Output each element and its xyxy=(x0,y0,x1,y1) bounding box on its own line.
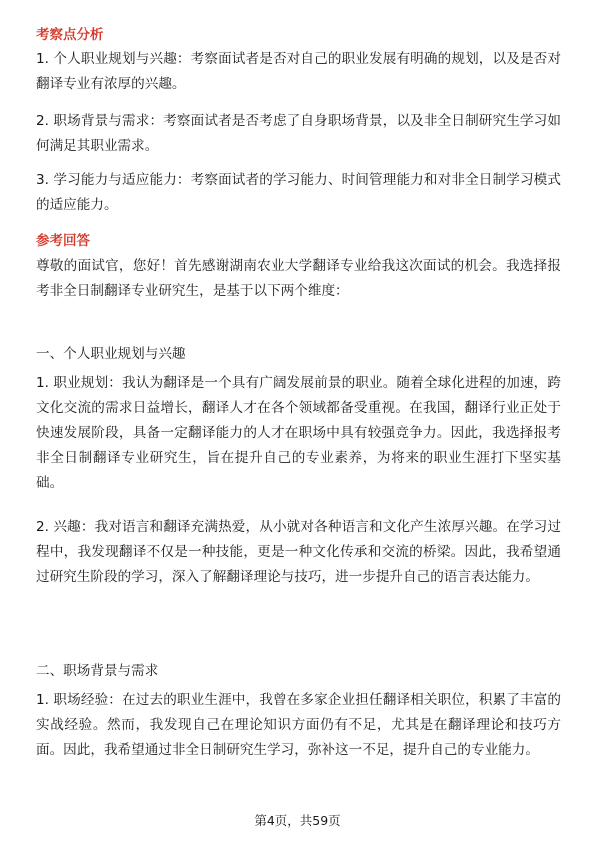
analysis-item-2 xyxy=(36,109,561,159)
section-1-title xyxy=(36,342,561,367)
answer-intro xyxy=(36,254,561,304)
section-1-item-2 xyxy=(36,515,561,590)
section-2-item-1-text: 1. 职场经验：在过去的职业生涯中，我曾在多家企业担任翻译相关职位，积累了丰富的实战经验。然而，我发现自己在理论知识方面仍有不足，尤其是在翻译理论和技巧方面。因此，我希望通过非全日制研究生学习，弥补这一不足，提升自己的专业能力。 xyxy=(36,692,561,758)
section-2-title xyxy=(36,659,561,684)
page-number: 第4页，共59页 xyxy=(254,813,341,828)
section-1-item-2-text: 2. 兴趣：我对语言和翻译充满热爱，从小就对各种语言和文化产生浓厚兴趣。在学习过程中，我发现翻译不仅是一种技能，更是一种文化传承和交流的桥梁。因此，我希望通过研究生阶段的学习，深入了解翻译理论与技巧，进一步提升自己的语言表达能力。 xyxy=(36,519,561,585)
section-2-item-1 xyxy=(36,688,561,763)
analysis-section xyxy=(36,25,561,45)
answer-heading: 参考回答 xyxy=(36,233,90,249)
analysis-item-3 xyxy=(36,168,561,218)
answer-intro-text: 尊敬的面试官，您好！首先感谢湖南农业大学翻译专业给我这次面试的机会。我选择报考非全日制翻译专业研究生，是基于以下两个维度： xyxy=(36,258,561,299)
answer-section xyxy=(36,231,561,251)
section-1-item-1-text: 1. 职业规划：我认为翻译是一个具有广阔发展前景的职业。随着全球化进程的加速，跨文化交流的需求日益增长，翻译人才在各个领域都备受重视。在我国，翻译行业正处于快速发展阶段，具备一定翻译能力的人才在职场中具有较强竞争力。因此，我选择报考非全日制翻译专业研究生，旨在提升自己的专业素养，为将来的职业生涯打下坚实基础。 xyxy=(36,375,561,491)
analysis-heading: 考察点分析 xyxy=(36,27,104,43)
section-1-item-1 xyxy=(36,371,561,496)
analysis-item-2-text: 2. 职场背景与需求：考察面试者是否考虑了自身职场背景，以及非全日制研究生学习如何满足其职业需求。 xyxy=(36,113,561,154)
analysis-item-1-text: 1. 个人职业规划与兴趣：考察面试者是否对自己的职业发展有明确的规划，以及是否对翻译专业有浓厚的兴趣。 xyxy=(36,51,561,92)
analysis-item-3-text: 3. 学习能力与适应能力：考察面试者的学习能力、时间管理能力和对非全日制学习模式的适应能力。 xyxy=(36,172,561,213)
section-1-title-text: 一、个人职业规划与兴趣 xyxy=(36,346,186,362)
section-2-title-text: 二、职场背景与需求 xyxy=(36,663,159,679)
analysis-item-1 xyxy=(36,47,561,97)
